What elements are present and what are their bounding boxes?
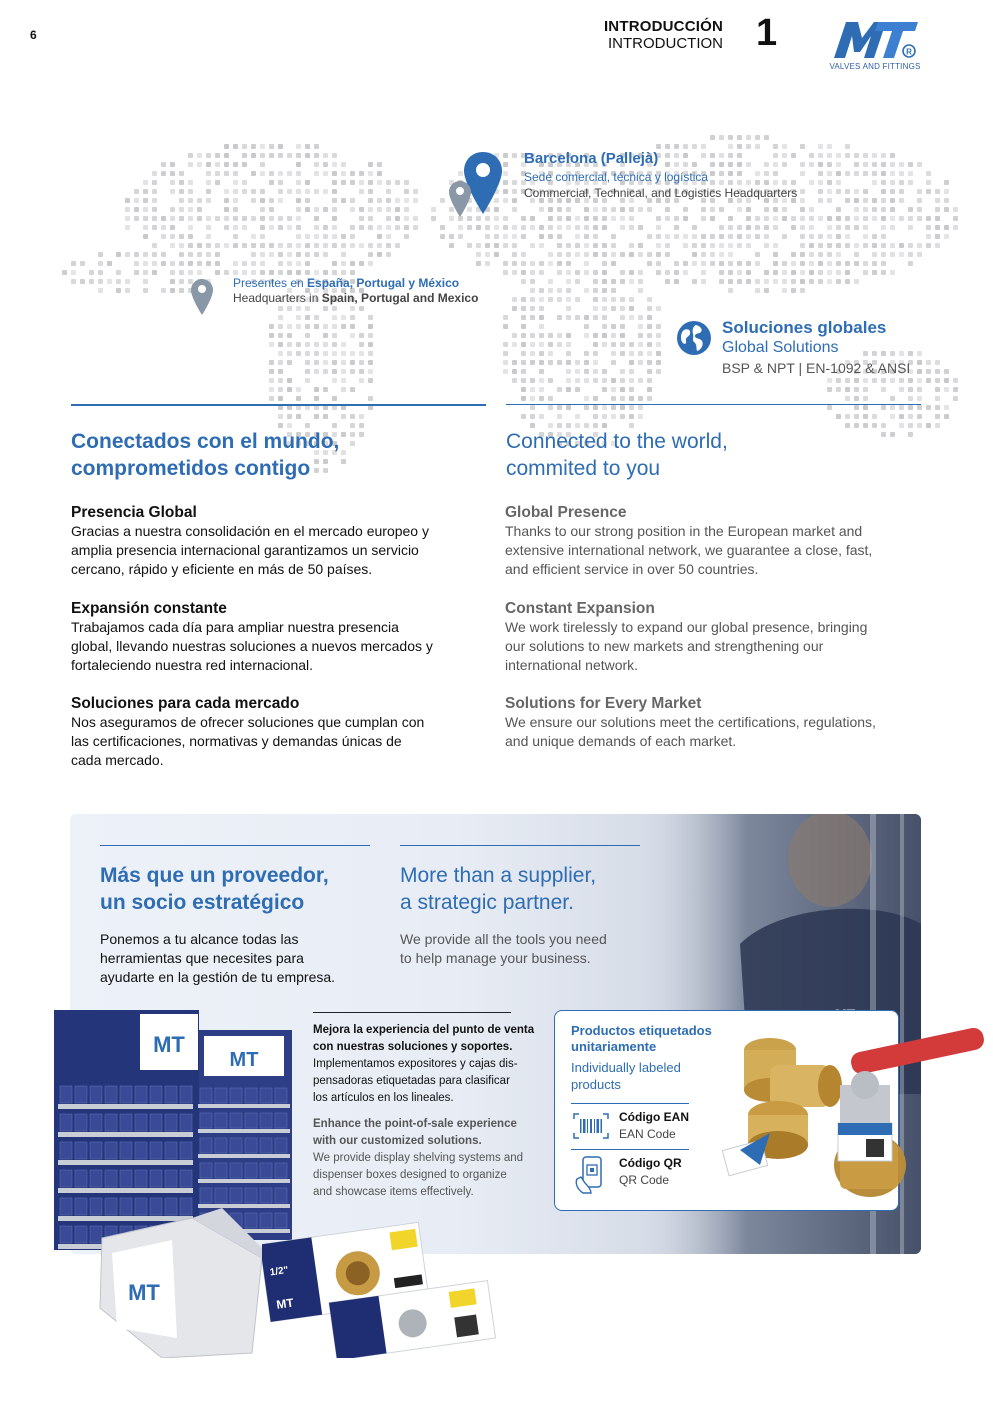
svg-text:R: R <box>906 47 912 57</box>
global-solutions-title: Soluciones globales <box>722 318 887 337</box>
divider <box>571 1103 689 1104</box>
global-solutions-subtitle: Global Solutions <box>722 339 839 356</box>
es-item-global-presence: Presencia Global Gracias a nuestra consolidación en el mercado europeo y amplia presencia internacional garantizamos un servicio cercano, rápido y eficiente en más de 50 países. <box>71 504 429 577</box>
global-standards: BSP & NPT | EN-1092 & ANSI <box>722 360 911 376</box>
product-label-cards <box>262 1218 500 1358</box>
page-number: 6 <box>30 28 37 42</box>
presence-es: Presentes en España, Portugal y México <box>233 276 460 290</box>
ean-label-es: Código EAN <box>619 1110 689 1124</box>
divider <box>71 404 486 406</box>
partner-heading-es: Más que un proveedor, un socio estratégico <box>100 864 329 914</box>
globe-icon <box>676 320 712 356</box>
heading-es: Conectados con el mundo, comprometidos contigo <box>71 430 340 480</box>
barcode-icon <box>572 1112 610 1140</box>
es-item-expansion: Expansión constante Trabajamos cada día para ampliar nuestra presencia global, llevando nuestras soluciones a nuevos mercados y fortaleciendo nuestra red internacional. <box>71 600 433 673</box>
phone-qr-icon <box>573 1155 605 1195</box>
barcelona-subtitle-es: Sede comercial, técnica y logística <box>524 170 709 184</box>
pos-text-es: Mejora la experiencia del punto de venta con nuestras soluciones y soportes. Implementamos expositores y cajas dis- pensadoras etiquetadas para clasificar los artículos en los lineales. <box>313 1024 535 1104</box>
fittings-illustration <box>700 1025 985 1200</box>
location-pin-icon <box>448 180 472 218</box>
heading-en: Connected to the world, commited to you <box>506 430 728 480</box>
size-label: 1/2" <box>269 1264 290 1279</box>
barcelona-title: Barcelona (Pallejà) <box>524 150 659 167</box>
divider <box>313 1012 511 1013</box>
es-item-markets: Soluciones para cada mercado Nos aseguramos de ofrecer soluciones que cumplan con las certificaciones, normativas y demandas únicas de cada mercado. <box>71 695 425 768</box>
en-item-markets: Solutions for Every Market We ensure our solutions meet the certifications, regulations, and unique demands of each market. <box>505 695 876 749</box>
stand-logo: MT <box>229 1049 259 1071</box>
en-item-expansion: Constant Expansion We work tirelessly to expand our global presence, bringing our solutions to new markets and strengthening our international network. <box>505 600 868 673</box>
partner-text-es: Ponemos a tu alcance todas las herramientas que necesites para ayudarte en la gestión de tu empresa. <box>100 931 336 985</box>
qr-label-es: Código QR <box>619 1156 682 1170</box>
chapter-number: 1 <box>756 12 778 54</box>
divider <box>571 1149 689 1150</box>
labeled-title-es: Productos etiquetados unitariamente <box>571 1023 712 1054</box>
section-title-en: INTRODUCTION <box>608 35 723 52</box>
section-title-es: INTRODUCCIÓN <box>603 18 723 35</box>
partner-text-en: We provide all the tools you need to help manage your business. <box>400 931 607 966</box>
divider <box>506 404 921 405</box>
partner-heading-en: More than a supplier, a strategic partner. <box>400 864 597 914</box>
box-logo: MT <box>128 1280 160 1305</box>
logo-caption: VALVES AND FITTINGS <box>829 62 921 71</box>
en-item-global-presence: Global Presence Thanks to our strong position in the European market and extensive international network, we guarantee a close, fast, and efficient service in over 50 countries. <box>505 504 873 577</box>
card-logo: MT <box>275 1295 295 1312</box>
divider <box>100 845 370 846</box>
pos-text-en: Enhance the point-of-sale experience with our customized solutions. We provide display shelving systems and dispenser boxes designed to organize and showcase items effectively. <box>313 1118 524 1198</box>
presence-en: Headquarters in Spain, Portugal and Mexico <box>233 291 479 305</box>
location-pin-icon <box>190 278 214 316</box>
divider <box>400 845 640 846</box>
stand-logo: MT <box>153 1032 185 1057</box>
barcelona-subtitle-en: Commercial, Technical, and Logistics Headquarters <box>524 186 798 200</box>
labeled-title-en: Individually labeled products <box>571 1060 681 1092</box>
qr-label-en: QR Code <box>619 1173 670 1187</box>
ean-label-en: EAN Code <box>619 1127 676 1141</box>
